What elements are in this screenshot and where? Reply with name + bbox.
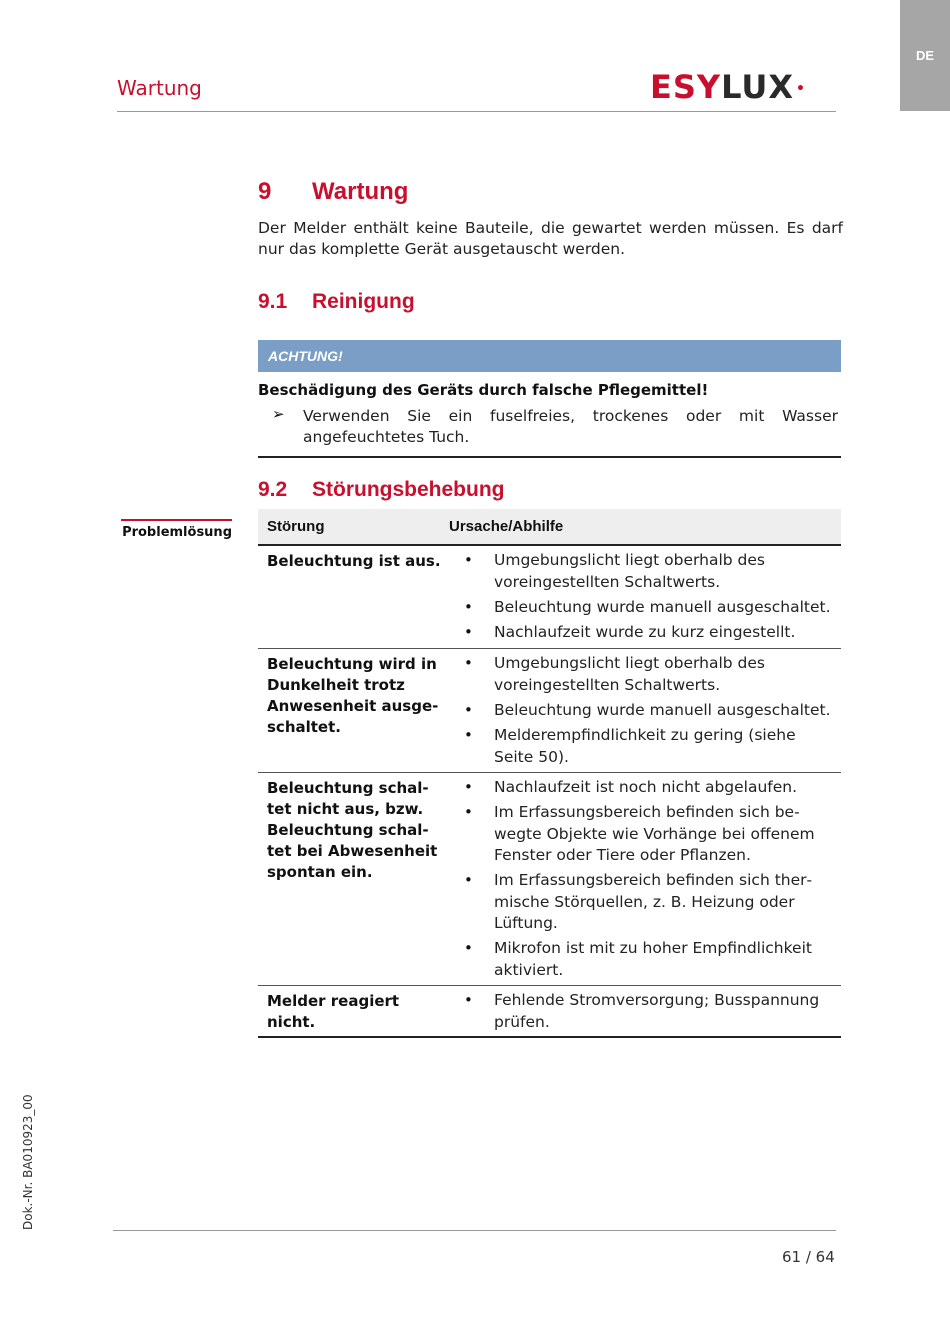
bullet-icon: • <box>464 991 473 1009</box>
footer-divider <box>113 1230 836 1231</box>
bullet-icon: • <box>464 654 473 672</box>
table-cell-cause: Melderempfindlichkeit zu gering (siehe Seite 50). <box>494 726 796 766</box>
language-tab: DE <box>900 0 950 111</box>
bullet-icon: • <box>464 778 473 796</box>
table-cell-cause: Mikrofon ist mit zu hoher Empfindlichkeit aktiviert. <box>494 939 812 979</box>
margin-note-label: Problemlösung <box>122 525 232 540</box>
section-number: 9.2 <box>258 478 288 501</box>
warning-title: Beschädigung des Geräts durch falsche Pflegemittel! <box>258 381 709 399</box>
logo-part-esy: ESY <box>650 68 722 106</box>
caution-bar <box>258 340 841 372</box>
warning-divider <box>258 456 841 458</box>
esylux-logo <box>650 70 806 104</box>
bullet-icon: • <box>464 726 473 744</box>
bullet-icon: • <box>464 803 473 821</box>
table-row-divider <box>258 772 841 773</box>
page-number: 61 / 64 <box>782 1248 835 1266</box>
table-bottom-rule <box>258 1036 841 1038</box>
section-9-heading <box>258 178 408 206</box>
section-9-paragraph: Der Melder enthält keine Bauteile, die gewartet werden müssen. Es darf nur das komplette Gerät ausgetauscht werden. <box>258 219 843 258</box>
table-cell-cause: Beleuchtung wurde manuell ausgeschaltet. <box>494 701 831 719</box>
table-cell-cause: Umgebungslicht liegt oberhalb des voreingestellten Schaltwerts. <box>494 654 765 694</box>
table-cell-cause: Umgebungslicht liegt oberhalb des voreingestellten Schaltwerts. <box>494 551 765 591</box>
column-header-problem: Störung <box>267 518 325 535</box>
section-title: Wartung <box>312 178 409 205</box>
table-cell-problem: Beleuchtung wird in Dunkelheit trotz Anwesenheit ausgeschaltet. <box>267 655 439 736</box>
bullet-icon: • <box>464 551 473 569</box>
table-cell-cause: Im Erfassungsbereich befinden sich thermische Störquellen, z. B. Heizung oder Lüftung. <box>494 871 813 932</box>
table-header-rule <box>258 544 841 546</box>
bullet-icon: • <box>464 871 473 889</box>
margin-note-rule <box>121 519 232 521</box>
bullet-icon: • <box>464 623 473 641</box>
header-title: Wartung <box>117 76 202 100</box>
table-cell-cause: Im Erfassungsbereich befinden sich bewegte Objekte wie Vorhänge bei offenem Fenster oder Tiere oder Pflanzen. <box>494 803 815 864</box>
table-cell-cause: Fehlende Stromversorgung; Busspannung prüfen. <box>494 991 820 1031</box>
arrow-bullet-icon: ➢ <box>272 405 285 423</box>
bullet-icon: • <box>464 701 473 719</box>
table-cell-problem: Beleuchtung schaltet nicht aus, bzw. Beleuchtung schaltet bei Abwesenheit spontan ein. <box>267 779 438 881</box>
table-cell-cause: Nachlaufzeit wurde zu kurz eingestellt. <box>494 623 796 641</box>
bullet-icon: • <box>464 939 473 957</box>
section-9-2-heading <box>258 478 505 502</box>
section-number: 9.1 <box>258 290 288 313</box>
bullet-icon: • <box>464 598 473 616</box>
table-row-divider <box>258 985 841 986</box>
warning-instruction: Verwenden Sie ein fuselfreies, trockenes oder mit Wasser angefeuchtetes Tuch. <box>303 407 838 446</box>
column-header-cause: Ursache/Abhilfe <box>449 518 564 535</box>
table-cell-problem: Melder reagiert nicht. <box>267 992 400 1031</box>
logo-dot: • <box>795 81 806 97</box>
caution-label: ACHTUNG! <box>268 348 343 364</box>
table-cell-cause: Beleuchtung wurde manuell ausgeschaltet. <box>494 598 831 616</box>
section-title: Reinigung <box>312 290 415 313</box>
table-cell-problem: Beleuchtung ist aus. <box>267 552 441 570</box>
section-9-1-heading <box>258 290 415 314</box>
table-row-divider <box>258 648 841 649</box>
section-title: Störungsbehebung <box>312 478 505 501</box>
logo-part-lux: LUX <box>721 68 794 106</box>
section-number: 9 <box>258 178 272 205</box>
header-divider <box>117 111 836 112</box>
table-cell-cause: Nachlaufzeit ist noch nicht abgelaufen. <box>494 778 798 796</box>
document-number: Dok.-Nr. BA010923_00 <box>21 1094 35 1230</box>
